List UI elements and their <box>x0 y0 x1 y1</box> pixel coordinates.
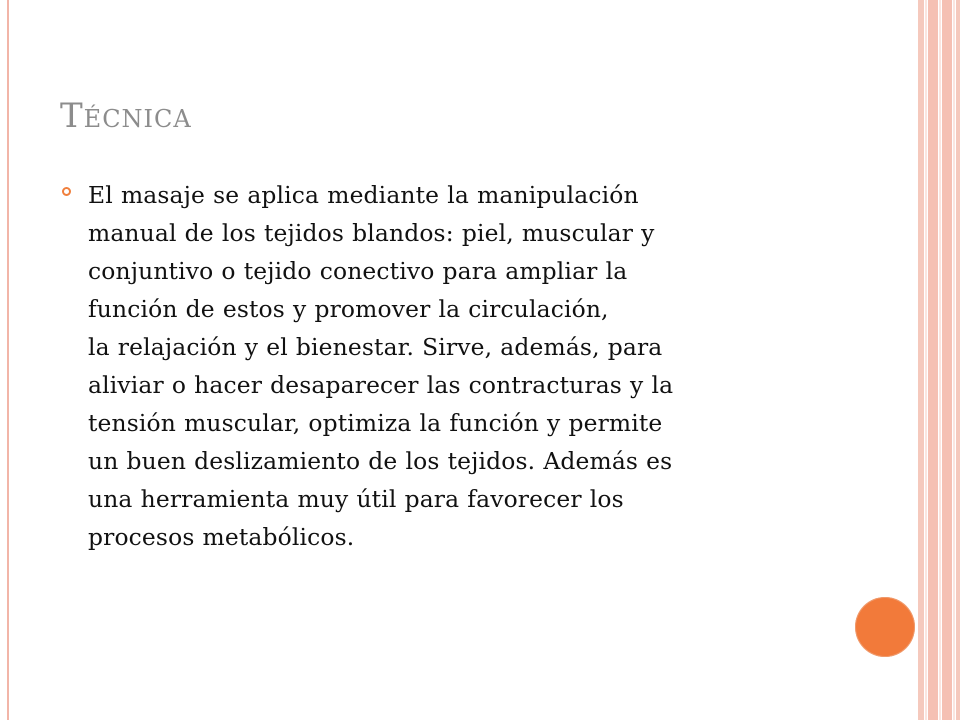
bullet-circle-icon <box>62 187 71 196</box>
stripe <box>953 0 955 720</box>
decorative-orange-circle <box>855 597 915 657</box>
bullet-line: procesos metabólicos. <box>88 523 355 551</box>
bullet-line: manual de los tejidos blandos: piel, muscular y <box>88 219 655 247</box>
left-border-line <box>7 0 9 720</box>
stripe <box>942 0 952 720</box>
slide-title: Técnica <box>60 96 192 136</box>
bullet-line: función de estos y promover la circulación, <box>88 295 609 323</box>
bullet-item <box>60 176 820 556</box>
bullet-line: tensión muscular, optimiza la función y permite <box>88 409 663 437</box>
bullet-list <box>60 176 820 556</box>
right-decorative-stripes <box>918 0 960 720</box>
stripe <box>918 0 924 720</box>
bullet-line: conjuntivo o tejido conectivo para ampliar la <box>88 257 628 285</box>
bullet-line: la relajación y el bienestar. Sirve, además, para <box>88 333 663 361</box>
bullet-line: un buen deslizamiento de los tejidos. Además es <box>88 447 673 475</box>
stripe <box>939 0 941 720</box>
bullet-line: aliviar o hacer desaparecer las contracturas y la <box>88 371 674 399</box>
stripe <box>956 0 960 720</box>
bullet-line: una herramienta muy útil para favorecer los <box>88 485 624 513</box>
stripe <box>928 0 938 720</box>
stripe <box>925 0 927 720</box>
bullet-line: El masaje se aplica mediante la manipulación <box>88 181 639 209</box>
